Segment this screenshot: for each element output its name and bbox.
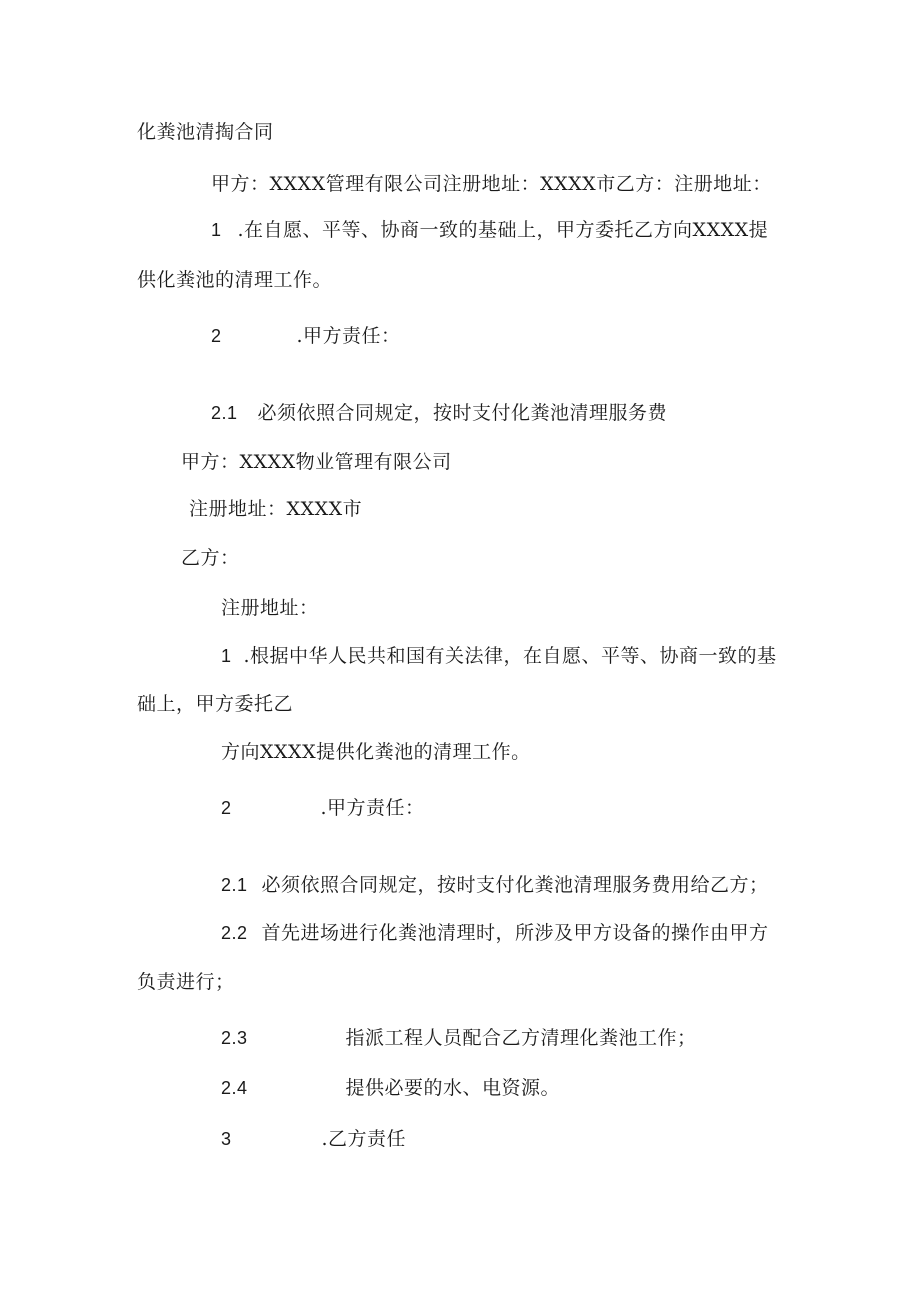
clause-number: 3 [221,1129,232,1149]
paragraph-line: 注册地址： [221,597,319,619]
clause-number: 1 [211,220,222,240]
clause-text: 必须依照合同规定，按时支付化粪池清理服务费用给乙方； [261,874,769,896]
paragraph-line: 供化粪池的清理工作。 [137,269,333,291]
paragraph-line [221,1127,406,1151]
paragraph-line [221,1026,697,1050]
clause-text: .甲方责任： [296,325,401,347]
clause-number: 1 [221,646,232,666]
paragraph-line [211,218,768,242]
clause-text: 首先进场进行化粪池清理时，所涉及甲方设备的操作由甲方 [261,922,769,944]
clause-number: 2.2 [221,923,248,943]
paragraph-line: 乙方： [181,547,240,569]
clause-text: 指派工程人员配合乙方清理化粪池工作； [345,1027,697,1049]
paragraph-line: 方向XXXX提供化粪池的清理工作。 [221,741,531,763]
clause-number: 2.1 [221,875,248,895]
clause-number: 2.3 [221,1028,248,1048]
clause-text: 必须依照合同规定，按时支付化粪池清理服务费 [257,402,668,424]
paragraph-line: 甲方：XXXX物业管理有限公司 [181,451,452,473]
paragraph-line [211,401,667,425]
clause-text: 提供必要的水、电资源。 [345,1077,561,1099]
clause-number: 2.1 [211,403,238,423]
clause-number: 2 [211,326,222,346]
document-title: 化粪池清掏合同 [137,121,274,143]
paragraph-line [221,796,425,820]
clause-number: 2 [221,798,232,818]
paragraph-line: 负责进行； [137,971,235,993]
paragraph-line: 础上，甲方委托乙 [137,693,294,715]
paragraph-line [211,324,401,348]
paragraph-line: 甲方：XXXX管理有限公司注册地址：XXXX市乙方：注册地址： [211,173,772,195]
paragraph-line: 注册地址：XXXX市 [189,498,363,520]
clause-text: .在自愿、平等、协商一致的基础上，甲方委托乙方向XXXX提 [237,219,769,241]
paragraph-line [221,644,777,668]
paragraph-line [221,1076,560,1100]
clause-text: .根据中华人民共和国有关法律，在自愿、平等、协商一致的基 [243,645,777,667]
clause-number: 2.4 [221,1078,248,1098]
paragraph-line [221,921,769,945]
clause-text: .甲方责任： [320,797,425,819]
clause-text: .乙方责任 [321,1128,407,1150]
paragraph-line [221,873,769,897]
